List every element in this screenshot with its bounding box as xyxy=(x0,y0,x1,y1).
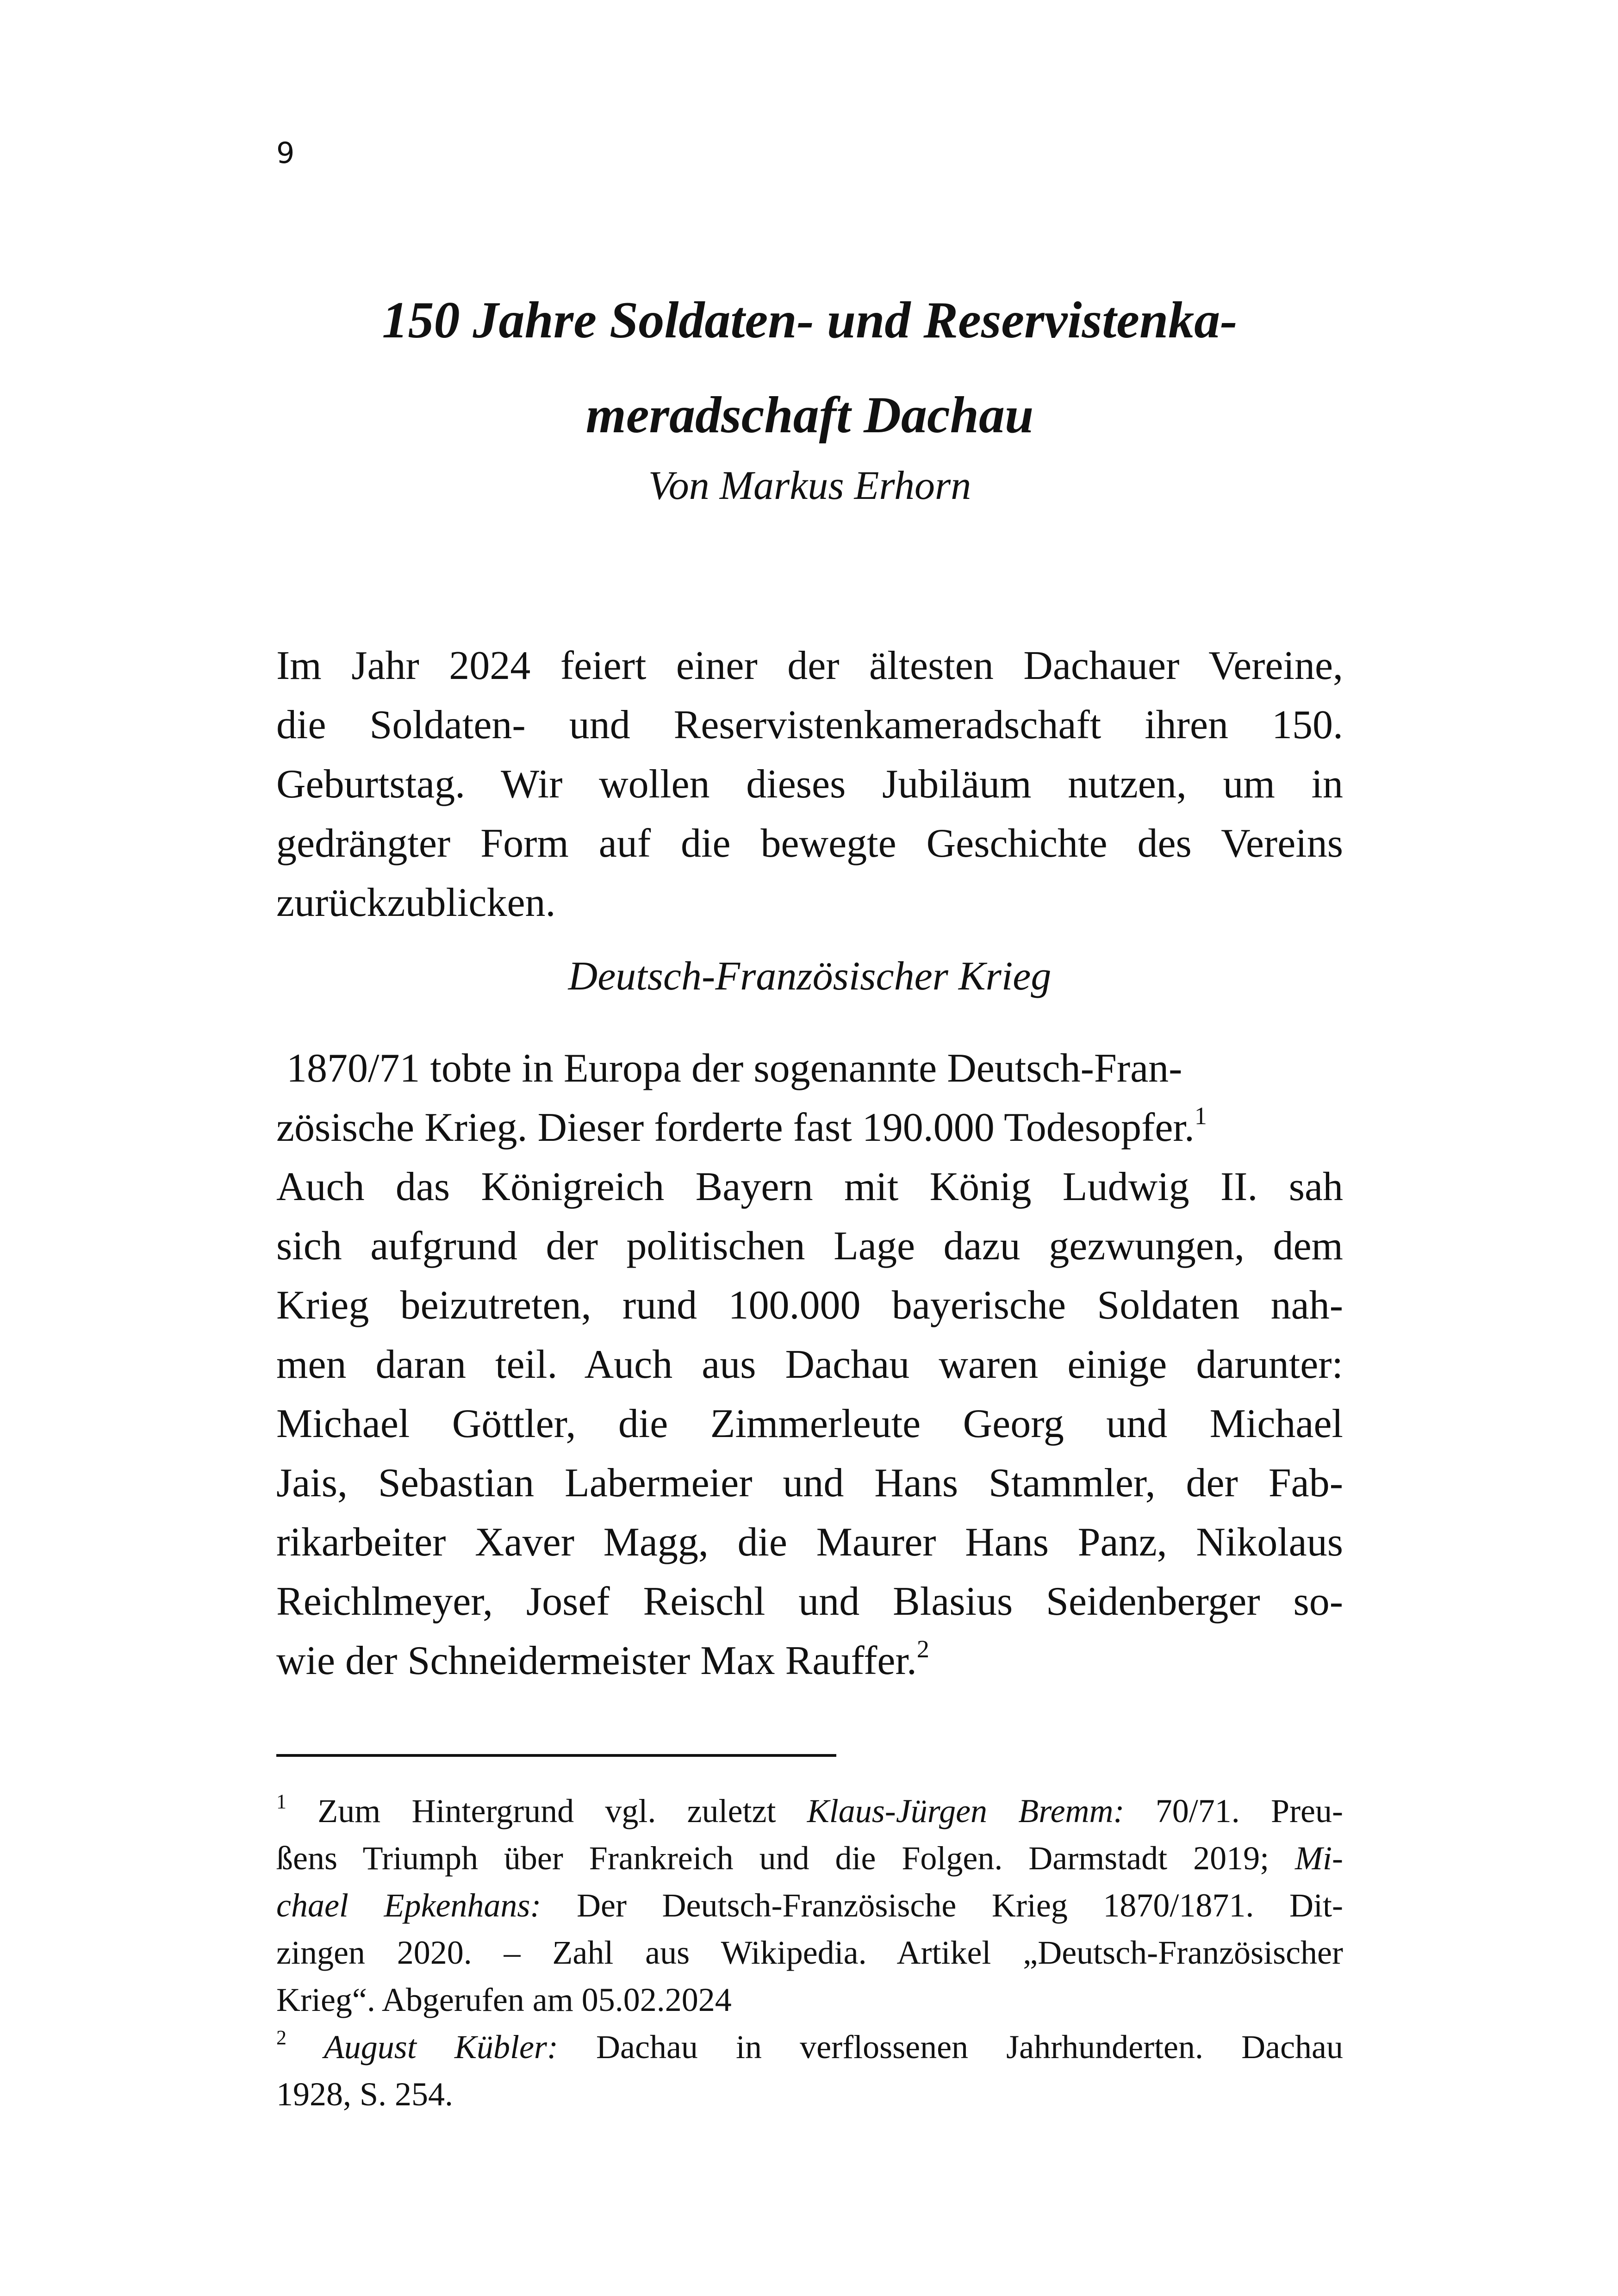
title-line-1: 150 Jahre Soldaten- und Reservistenka- xyxy=(382,292,1238,349)
footnote-1-line xyxy=(276,1787,1343,1835)
article-title xyxy=(276,273,1343,463)
footnote-2-line: 1928, S. 254. xyxy=(276,2076,454,2113)
paragraph-line: Krieg beizutreten, rund 100.000 bayerische Soldaten nah- xyxy=(276,1283,1343,1328)
war-paragraph xyxy=(276,1039,1343,1691)
footnote-text: Der Deutsch-Französische Krieg 1870/1871. Dit- xyxy=(541,1887,1343,1924)
footnote-reference-2[interactable]: 2 xyxy=(916,1635,929,1663)
author-byline: Von Markus Erhorn xyxy=(648,463,971,508)
paragraph-line: Michael Göttler, die Zimmerleute Georg und Michael xyxy=(276,1401,1343,1446)
footnote-text: Dachau in verflossenen Jahrhunderten. Dachau xyxy=(558,2028,1344,2066)
paragraph-line: rikarbeiter Xaver Magg, die Maurer Hans Panz, Nikolaus xyxy=(276,1520,1343,1565)
page-number: 9 xyxy=(276,136,295,170)
paragraph-line: gedrängter Form auf die bewegte Geschichte des Vereins xyxy=(276,821,1343,866)
paragraph-line: Jais, Sebastian Labermeier und Hans Stammler, der Fab- xyxy=(276,1461,1343,1506)
paragraph-line: men daran teil. Auch aus Dachau waren einige darunter: xyxy=(276,1342,1343,1387)
footnote-1-line: Krieg“. Abgerufen am 05.02.2024 xyxy=(276,1981,732,2018)
footnote-author: Klaus-Jürgen Bremm: xyxy=(807,1792,1125,1829)
footnote-separator xyxy=(276,1754,836,1757)
paragraph-line xyxy=(276,1631,1343,1691)
footnote-text: Zum Hintergrund vgl. zuletzt xyxy=(286,1792,807,1829)
footnote-reference-1[interactable]: 1 xyxy=(1194,1102,1207,1130)
paragraph-line: 1870/71 tobte in Europa der sogenannte Deutsch-Fran- xyxy=(276,1046,1182,1091)
footnote-author: Mi- xyxy=(1295,1840,1343,1877)
paragraph-line: die Soldaten- und Reservistenkameradschaft ihren 150. xyxy=(276,703,1343,747)
footnotes xyxy=(276,1787,1343,2118)
footnote-1-line xyxy=(276,1835,1343,1882)
paragraph-line: zurückzublicken. xyxy=(276,880,556,925)
footnote-text: ßens Triumph über Frankreich und die Folgen. Darmstadt 2019; xyxy=(276,1840,1295,1877)
title-line-2: meradschaft Dachau xyxy=(585,386,1034,444)
paragraph-line-text: wie der Schneidermeister Max Rauffer. xyxy=(276,1638,917,1683)
footnote-author: chael Epkenhans: xyxy=(276,1887,541,1924)
paragraph-line: Reichlmeyer, Josef Reischl und Blasius Seidenberger so- xyxy=(276,1579,1343,1624)
footnote-author: August Kübler: xyxy=(286,2028,558,2066)
intro-paragraph xyxy=(276,636,1343,933)
section-heading: Deutsch-Französischer Krieg xyxy=(568,954,1052,999)
footnote-text: 70/71. Preu- xyxy=(1124,1792,1343,1829)
paragraph-line xyxy=(276,1098,1343,1157)
footnote-2-line xyxy=(276,2023,1343,2071)
footnote-marker-2: 2 xyxy=(276,2026,286,2049)
paragraph-line: Auch das Königreich Bayern mit König Ludwig II. sah xyxy=(276,1164,1343,1209)
footnote-1-line: zingen 2020. – Zahl aus Wikipedia. Artikel „Deutsch-Französischer xyxy=(276,1934,1343,1971)
paragraph-line-text: zösische Krieg. Dieser forderte fast 190.000 Todesopfer. xyxy=(276,1105,1195,1150)
paragraph-line: sich aufgrund der politischen Lage dazu gezwungen, dem xyxy=(276,1224,1343,1269)
paragraph-line: Geburtstag. Wir wollen dieses Jubiläum nutzen, um in xyxy=(276,762,1343,807)
paragraph-line: Im Jahr 2024 feiert einer der ältesten Dachauer Vereine, xyxy=(276,643,1343,688)
footnote-marker-1: 1 xyxy=(276,1790,286,1813)
footnote-1-line xyxy=(276,1882,1343,1929)
